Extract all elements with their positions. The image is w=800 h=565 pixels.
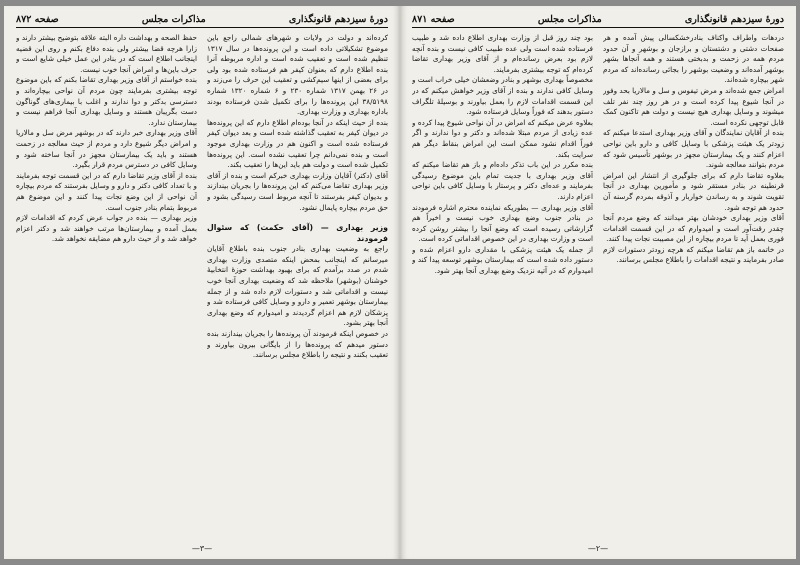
paragraph: دردهات واطراف واکناف بنادرخشکسالی پیش آمده و هر صفحات دشتی و دشتستان و برازجان و بوشهر و آن حدود مردم همه در زحمت و بدبختی هستند و همه آنجاها بشهر بوشهر آمده‌اند و وضعیت بوشهر را بجائی رسانده‌اند که مردم شهر بیچاره شده‌اند. bbox=[603, 33, 784, 85]
left-page bbox=[4, 6, 400, 559]
paragraph: کرده‌اند و دولت در ولایات و شهرهای شمالی راجع باین موضوع تشکیلاتی داده است و این پرونده‌ها در سال ۱۳۱۷ تنظیم شده است و تعقیب شده است و اداره مربوطه آنرا بنده اطلاع دارم که بعنوان کیفر هم فرستاده شده بود ولی برای بعضی از اینها سیم‌کشی و تعقیب این حرف را می‌زند و در ۲۶ بهمن ۱۳۱۷ شماره ۲۳۰ و ۶ شماره ۱۳۲۰ شماره ۳۸/۵۱۹۸ این پرونده‌ها را برای تکمیل شدن فرستاده بودند باداره بهداری و وزارت بهداری. bbox=[207, 33, 388, 117]
folio: —۲— bbox=[587, 544, 609, 553]
paragraph: آقای وزیر بهداری خودشان بهتر میدانند که وضع مردم آنجا چقدر رقت‌آور است و امیدوارم که در این قسمت اقدامات فوری بعمل آید تا مردم بیچاره از این مصیبت نجات پیدا کنند. bbox=[603, 213, 784, 244]
session-title: دورهٔ سیزدهم قانونگذاری bbox=[288, 14, 388, 25]
speaker-heading: وزیر بهداری — (آقای حکمت) که سئوال فرمودند bbox=[207, 223, 388, 243]
paragraph: آقای وزیر بهداری — بطوریکه نماینده محترم اشاره فرمودند در بنادر جنوب وضع بهداری خوب نیست و اخیراً هم گزارشاتی رسیده است که وضع آنجا را بیشتر روشن کرده است و وزارت بهداری در این خصوص اقداماتی کرده است. bbox=[412, 202, 593, 244]
paragraph: از جمله یک هیئت پزشکی با مقداری دارو اعزام شده و دستور داده شده است که بیمارستان بوشهر توسعه پیدا کند و امیدوارم که در آتیه نزدیک وضع بهداری آنجا بهتر شود. bbox=[412, 244, 593, 276]
publication-title: مذاکرات مجلس bbox=[141, 14, 206, 25]
paragraph: بنده خواستم از آقای وزیر بهداری تقاضا بکنم که باین موضوع توجه بیشتری بفرمایند چون مردم آن نواحی بیچاره‌اند و دسترسی بدکتر و دوا ندارند و اغلب با بیماری‌های گوناگون دست بگریبان هستند و وسایل بهداری آنجا فراهم نیست و بیمارستان ندارد. bbox=[16, 75, 197, 127]
paragraph: در خصوص اینکه فرمودند آن پرونده‌ها را بجریان بیندازند بنده دستور میدهم که پرونده‌ها را از بایگانی بیرون بیاورند و تعقیب بکنند و نتیجه را باطلاع مجلس برسانند. bbox=[207, 329, 388, 360]
column-left bbox=[412, 33, 593, 543]
paragraph: بود چند روز قبل از وزارت بهداری اطلاع داده شد و طبیب فرستاده شده است ولی عده طبیب کافی نیست و بنده آنچه لازم بود بعرض رسانده‌ام و از آقای وزیر بهداری تقاضا کرده‌ام که توجه بیشتری بفرمایند. bbox=[412, 33, 593, 74]
paragraph: بنده از حیث اینکه در آنجا بوده‌ام اطلاع دارم که این پرونده‌ها در دیوان کیفر به تعقیب گذاشته شده است و بعد دیوان کیفر فرستاده شده است و اکنون هم در وزارت بهداری موجود است و بنده نمی‌دانم چرا تعقیب نشده است. این پرونده‌ها تکمیل شده است و دولت هم باید این‌ها را تعقیب بکند. bbox=[207, 117, 388, 170]
session-title: دورهٔ سیزدهم قانونگذاری bbox=[684, 14, 784, 25]
column-right bbox=[603, 33, 784, 543]
paragraph: در خاتمه باز هم تقاضا میکنم که هرچه زودتر دستورات لازم صادر بفرمایند و نتیجه اقدامات را باطلاع مجلس برسانند. bbox=[603, 244, 784, 265]
right-page bbox=[400, 6, 796, 559]
page-number: صفحه ۸۷۱ bbox=[412, 14, 455, 25]
text-columns bbox=[412, 33, 784, 543]
paragraph: بنده مکرر در این باب تذکر داده‌ام و باز هم تقاضا میکنم که آقای وزیر بهداری با جدیت تمام باین موضوع رسیدگی بفرمایند و عده‌ای دکتر و پرستار با وسایل کافی باین نواحی اعزام دارند. bbox=[412, 160, 593, 201]
paragraph: بنده از آقایان نمایندگان و آقای وزیر بهداری استدعا میکنم که زودتر یک هیئت پزشکی با وسایل کافی و دارو باین نواحی اعزام کنند و یک بیمارستان مجهز در بوشهر تأسیس شود که مردم بتوانند معالجه شوند. bbox=[603, 128, 784, 170]
paragraph: بعلاوه عرض میکنم که امراض در آن نواحی شیوع پیدا کرده و عده زیادی از مردم مبتلا شده‌اند و دکتر و دوا ندارند و اگر فوراً اقدام نشود ممکن است این امراض بنقاط دیگر هم سرایت بکند. bbox=[412, 117, 593, 159]
text-columns bbox=[16, 33, 388, 543]
paragraph: وزیر بهداری — بنده در جواب عرض کردم که اقدامات لازم بعمل آمده و بیمارستان‌ها مرتب خواهند شد و دکتر اعزام خواهد شد و از حیث دارو هم مضایقه نخواهد شد. bbox=[16, 213, 197, 244]
book-spread bbox=[4, 6, 796, 559]
paragraph: امراض جمع شده‌اند و مرض تیفوس و سل و مالاریا بحد وفور در آنجا شیوع پیدا کرده است و در هر روز چند نفر تلف میشوند و وسایل بهداری هیچ نیست و دولت هم تاکنون کمک قابل توجهی نکرده است. bbox=[603, 85, 784, 127]
page-number: صفحه ۸۷۲ bbox=[16, 14, 59, 25]
publication-title: مذاکرات مجلس bbox=[537, 14, 602, 25]
paragraph: بنده از آقای وزیر تقاضا دارم که در این قسمت توجه بفرمایند و با تعداد کافی دکتر و دارو و وسایل بفرستند که مردم بیچاره آن نواحی از این وضع نجات پیدا کنند و این موضوع هم مربوط بتمام بنادر جنوب است. bbox=[16, 170, 197, 212]
folio: —۳— bbox=[191, 544, 213, 553]
paragraph: بعلاوه تقاضا دارم که برای جلوگیری از انتشار این امراض قرنطینه در بنادر مستقر شود و مأمورین بهداری در آنجا تقویت شوند و به رساندن خواربار و آذوقه بمردم گرسنه آن حدود هم توجه شود. bbox=[603, 170, 784, 212]
paragraph: مخصوصاً بهداری بوشهر و بنادر وضعشان خیلی خراب است و وسایل کافی ندارند و بنده از آقای وزیر خواهش میکنم که در این قسمت اقدامات لازم را بعمل بیاورند و بوسیلهٔ تلگراف دستور بدهند که فوراً وسایل فرستاده شود. bbox=[412, 75, 593, 117]
page-header bbox=[16, 14, 388, 28]
paragraph: راجع به وضعیت بهداری بنادر جنوب بنده باطلاع آقایان میرسانم که اینجانب بمحض اینکه متصدی وزارت بهداری شدم در صدد برآمدم که برای بهبود بهداشت حوزهٔ انتخابیهٔ خوشنان (بوشهر) ملاحظه شد که وضعیت بهداری آنجا خوب نیست و اقداماتی شد و دستورات لازم داده شد و از جمله بیمارستان بوشهر تعمیر و دارو و وسایل کافی فرستاده شد و پزشکان لازم هم اعزام گردیدند و امیدوارم که وضع بهداری آنجا بهتر بشود. bbox=[207, 244, 388, 328]
page-header bbox=[412, 14, 784, 28]
paragraph: حفظ الصحه و بهداشت داره البته علاقه بتوضیح بیشتر دارند و زارا هرچه قضا بیشتر ولی بنده دفاع بکنم و روی این قضیه اینجانب اطلاع است که در بنادر این عمل خیلی شایع است و حرف باین‌ها و امراض آنجا خوب نیست. bbox=[16, 33, 197, 74]
column-right bbox=[207, 33, 388, 543]
paragraph: آقای (دکتر) آقایان وزارت بهداری خبرکم است و بنده از آقای وزیر بهداری تقاضا می‌کنم که این پرونده‌ها را بجریان بیندازند و بدیوان کیفر بفرستند تا آنچه مربوط است رسیدگی بشود و حق مردم بیچاره پایمال نشود. bbox=[207, 170, 388, 212]
paragraph: آقای وزیر بهداری خبر دارند که در بوشهر مرض سل و مالاریا و امراض دیگر شیوع دارد و مردم از حیث معالجه در زحمت هستند و باید یک بیمارستان مجهز در آنجا ساخته شود و وسایل کافی در دسترس مردم قرار بگیرد. bbox=[16, 128, 197, 170]
column-left bbox=[16, 33, 197, 543]
